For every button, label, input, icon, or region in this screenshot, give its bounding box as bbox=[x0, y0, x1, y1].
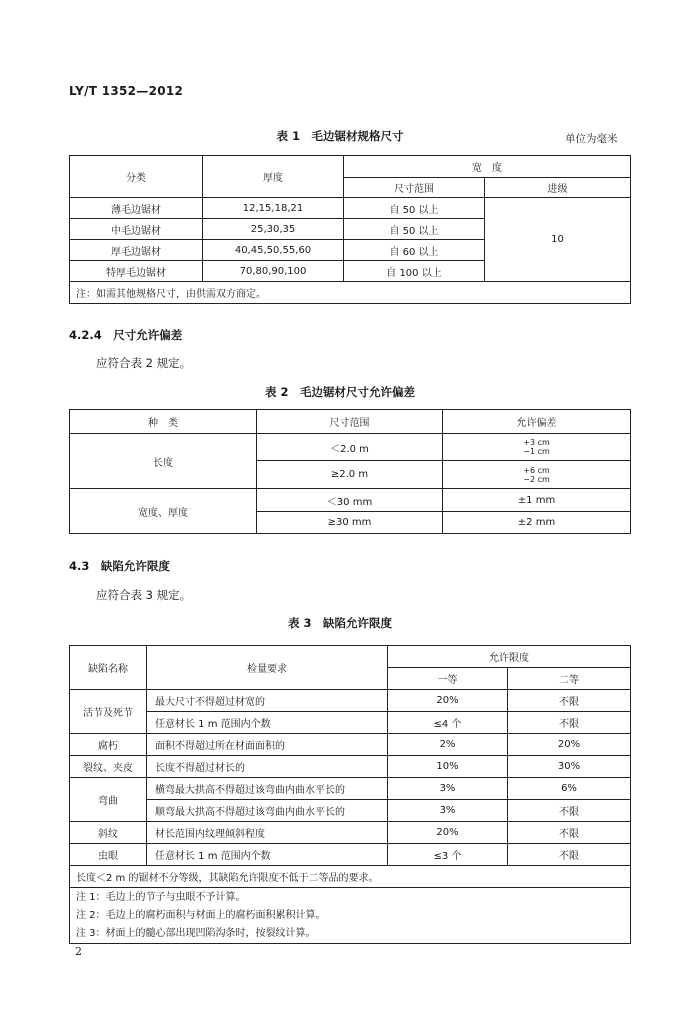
t1-header-size-range: 尺寸范围 bbox=[344, 178, 485, 198]
t3-grade1: ≤4 个 bbox=[388, 712, 508, 734]
t3-notes bbox=[70, 888, 631, 944]
t3-grade2: 不限 bbox=[508, 822, 631, 844]
t3-grade1: 10% bbox=[388, 756, 508, 778]
t3-grade2: 30% bbox=[508, 756, 631, 778]
t2-range: ＜2.0 m bbox=[257, 434, 443, 461]
table1 bbox=[69, 155, 631, 304]
section-424-text: 应符合表 2 规定。 bbox=[96, 356, 192, 370]
t2-length-label: 长度 bbox=[70, 434, 257, 489]
t2-header-tolerance: 允许偏差 bbox=[443, 410, 631, 434]
t3-method: 顺弯最大拱高不得超过该弯曲内曲水平长的 bbox=[147, 800, 388, 822]
page-number: 2 bbox=[75, 945, 82, 958]
t1-thickness: 40,45,50,55,60 bbox=[203, 240, 344, 261]
t3-footer: 长度＜2 m 的锯材不分等级，其缺陷允许限度不低于二等品的要求。 bbox=[70, 866, 631, 888]
table2-caption: 表 2 毛边锯材尺寸允许偏差 bbox=[264, 385, 415, 399]
t2-header-kind: 种 类 bbox=[70, 410, 257, 434]
t3-grade1: ≤3 个 bbox=[388, 844, 508, 866]
t3-grade2: 不限 bbox=[508, 690, 631, 712]
t3-defect-insect: 虫眼 bbox=[70, 844, 147, 866]
t1-category: 厚毛边锯材 bbox=[70, 240, 203, 261]
t1-category: 薄毛边锯材 bbox=[70, 198, 203, 219]
t3-grade2: 20% bbox=[508, 734, 631, 756]
t3-defect-crack: 裂纹、夹皮 bbox=[70, 756, 147, 778]
t3-method: 材长范围内纹理倾斜程度 bbox=[147, 822, 388, 844]
t3-method: 长度不得超过材长的 bbox=[147, 756, 388, 778]
t3-header-grade2: 二等 bbox=[508, 668, 631, 690]
t1-size-range: 自 50 以上 bbox=[344, 219, 485, 240]
t3-header-grade1: 一等 bbox=[388, 668, 508, 690]
t3-method: 任意材长 1 m 范围内个数 bbox=[147, 844, 388, 866]
t3-method: 最大尺寸不得超过材宽的 bbox=[147, 690, 388, 712]
t1-size-range: 自 50 以上 bbox=[344, 198, 485, 219]
t3-grade2: 不限 bbox=[508, 844, 631, 866]
t3-method: 横弯最大拱高不得超过该弯曲内曲水平长的 bbox=[147, 778, 388, 800]
t3-defect-decay: 腐朽 bbox=[70, 734, 147, 756]
t2-tolerance-cell bbox=[443, 461, 631, 489]
t3-note-2: 注 2：毛边上的腐朽面积与材面上的腐朽面积累积计算。 bbox=[76, 909, 326, 921]
t3-method: 任意材长 1 m 范围内个数 bbox=[147, 712, 388, 734]
t3-grade1: 3% bbox=[388, 800, 508, 822]
section-43-title: 4.3 缺陷允许限度 bbox=[69, 559, 170, 573]
t1-thickness: 25,30,35 bbox=[203, 219, 344, 240]
t1-header-thickness: 厚度 bbox=[203, 156, 344, 198]
t3-header-defect: 缺陷名称 bbox=[70, 646, 147, 690]
t2-tol-plus: +6 cm bbox=[523, 465, 550, 475]
table2 bbox=[69, 409, 631, 534]
t3-method: 面积不得超过所在材面面积的 bbox=[147, 734, 388, 756]
t2-range: ＜30 mm bbox=[257, 489, 443, 512]
t3-note-1: 注 1：毛边上的节子与虫眼不予计算。 bbox=[76, 891, 246, 903]
t3-note-3: 注 3：材面上的髓心部出现凹陷沟条时，按裂纹计算。 bbox=[76, 927, 316, 939]
t3-grade1: 20% bbox=[388, 690, 508, 712]
t3-defect-grain: 斜纹 bbox=[70, 822, 147, 844]
t3-defect-knot: 活节及死节 bbox=[70, 690, 147, 734]
t3-grade1: 2% bbox=[388, 734, 508, 756]
t1-size-range: 自 100 以上 bbox=[344, 261, 485, 282]
t1-note: 注：如需其他规格尺寸，由供需双方商定。 bbox=[70, 282, 631, 304]
t2-range: ≥30 mm bbox=[257, 512, 443, 534]
t1-thickness: 12,15,18,21 bbox=[203, 198, 344, 219]
table1-unit: 单位为毫米 bbox=[565, 133, 618, 145]
t1-category: 中毛边锯材 bbox=[70, 219, 203, 240]
t3-grade1: 3% bbox=[388, 778, 508, 800]
t2-tolerance: ±2 mm bbox=[443, 512, 631, 534]
t3-grade2: 不限 bbox=[508, 712, 631, 734]
t2-tolerance-cell bbox=[443, 434, 631, 461]
standard-number: LY/T 1352—2012 bbox=[69, 84, 184, 98]
t2-tol-plus: +3 cm bbox=[523, 438, 550, 447]
t3-grade2: 6% bbox=[508, 778, 631, 800]
t3-grade2: 不限 bbox=[508, 800, 631, 822]
table3 bbox=[69, 645, 631, 944]
t1-thickness: 70,80,90,100 bbox=[203, 261, 344, 282]
t2-tol-minus: −1 cm bbox=[523, 447, 550, 456]
t2-header-range: 尺寸范围 bbox=[257, 410, 443, 434]
t1-step: 10 bbox=[485, 198, 631, 282]
t3-header-limit: 允许限度 bbox=[388, 646, 631, 668]
t3-header-method: 检量要求 bbox=[147, 646, 388, 690]
t1-category: 特厚毛边锯材 bbox=[70, 261, 203, 282]
table3-caption: 表 3 缺陷允许限度 bbox=[287, 616, 392, 630]
section-43-text: 应符合表 3 规定。 bbox=[96, 588, 192, 602]
t1-header-width: 宽 度 bbox=[344, 156, 631, 178]
t2-range: ≥2.0 m bbox=[257, 461, 443, 489]
section-424-title: 4.2.4 尺寸允许偏差 bbox=[69, 328, 183, 342]
t2-tolerance: ±1 mm bbox=[443, 489, 631, 512]
t2-tol-minus: −2 cm bbox=[523, 474, 550, 484]
table1-caption: 表 1 毛边锯材规格尺寸 bbox=[276, 129, 404, 143]
t3-grade1: 20% bbox=[388, 822, 508, 844]
t1-size-range: 自 60 以上 bbox=[344, 240, 485, 261]
t1-header-step: 进级 bbox=[485, 178, 631, 198]
t1-header-category: 分类 bbox=[70, 156, 203, 198]
t2-wt-label: 宽度、厚度 bbox=[70, 489, 257, 534]
t3-defect-bend: 弯曲 bbox=[70, 778, 147, 822]
